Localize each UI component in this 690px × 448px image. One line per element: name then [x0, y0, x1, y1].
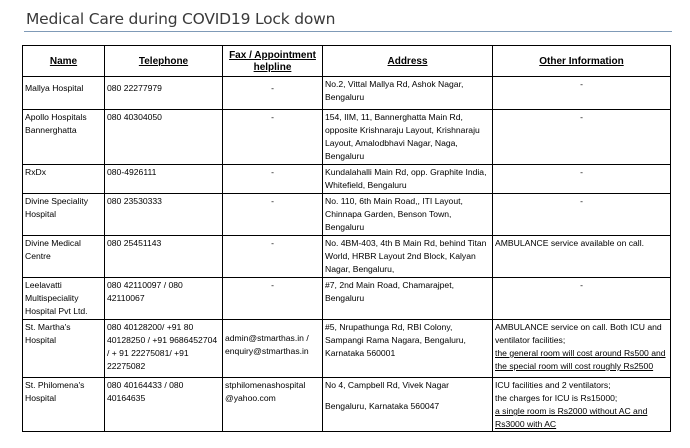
table-row: [23, 165, 671, 194]
table-row: [23, 77, 671, 110]
col-header-telephone: Telephone: [105, 46, 223, 77]
hospital-name: Mallya Hospital: [23, 77, 105, 110]
hospital-name: St. Martha's Hospital: [23, 320, 105, 378]
info-line: the charges for ICU is Rs15000;: [495, 393, 618, 403]
other-info: [493, 378, 671, 432]
address-line: Bengaluru, Karnataka 560047: [325, 401, 440, 411]
fax-helpline: -: [223, 110, 323, 165]
telephone: 080 42110097 / 080 42110067: [105, 278, 223, 320]
telephone: 080 40128200/ +91 80 40128250 / +91 9686452704 / + 91 22275081/ +91 22275082: [105, 320, 223, 378]
hospital-name: Apollo Hospitals Bannerghatta: [23, 110, 105, 165]
hospital-name: Divine Speciality Hospital: [23, 194, 105, 236]
other-info: -: [493, 77, 671, 110]
hospital-name: RxDx: [23, 165, 105, 194]
telephone: 080 40304050: [105, 110, 223, 165]
info-line: the general room will cost around Rs500 and the special room will cost roughly Rs2500: [495, 348, 666, 371]
other-info: -: [493, 110, 671, 165]
address: #5, Nrupathunga Rd, RBI Colony, Sampangi Rama Nagara, Bengaluru, Karnataka 560001: [323, 320, 493, 378]
telephone: 080-4926111: [105, 165, 223, 194]
info-line: a single room is Rs2000 without AC and Rs3000 with AC: [495, 406, 648, 429]
address: No.2, Vittal Mallya Rd, Ashok Nagar, Bengaluru: [323, 77, 493, 110]
info-line: AMBULANCE service on call. Both ICU and ventilator facilities;: [495, 322, 662, 345]
table-row: [23, 378, 671, 432]
other-info: [493, 320, 671, 378]
table-row: [23, 194, 671, 236]
address-line: No 4, Campbell Rd, Vivek Nagar: [325, 380, 450, 390]
fax-helpline: stphilomenashospital @yahoo.com: [223, 378, 323, 432]
medical-care-table: [22, 45, 671, 432]
telephone: 080 23530333: [105, 194, 223, 236]
address: No. 110, 6th Main Road,, ITI Layout, Chinnapa Garden, Benson Town, Bengaluru: [323, 194, 493, 236]
fax-helpline: -: [223, 77, 323, 110]
telephone: 080 40164433 / 080 40164635: [105, 378, 223, 432]
other-info: -: [493, 194, 671, 236]
hospital-name: Divine Medical Centre: [23, 236, 105, 278]
address: Kundalahalli Main Rd, opp. Graphite India, Whitefield, Bengaluru: [323, 165, 493, 194]
page-title: Medical Care during COVID19 Lock down: [26, 10, 336, 28]
table-row: [23, 278, 671, 320]
address: [323, 378, 493, 432]
fax-helpline: admin@stmarthas.in / enquiry@stmarthas.in: [223, 320, 323, 378]
table-row: [23, 320, 671, 378]
address: No. 4BM-403, 4th B Main Rd, behind Titan World, HRBR Layout 2nd Block, Kalyan Nagar, Bengaluru,: [323, 236, 493, 278]
fax-helpline: -: [223, 236, 323, 278]
col-header-other-info: Other Information: [493, 46, 671, 77]
title-divider: [24, 31, 672, 32]
table-row: [23, 110, 671, 165]
other-info: -: [493, 278, 671, 320]
info-line: ICU facilities and 2 ventilators;: [495, 380, 611, 390]
header-row: [23, 46, 671, 77]
other-info: -: [493, 165, 671, 194]
address: 154, IIM, 11, Bannerghatta Main Rd, opposite Krishnaraju Layout, Krishnaraju Layout, Amalodbhavi Nagar, Naga, Bengaluru: [323, 110, 493, 165]
telephone: 080 22277979: [105, 77, 223, 110]
col-header-name: Name: [23, 46, 105, 77]
table-row: [23, 236, 671, 278]
address: #7, 2nd Main Road, Chamarajpet, Bengaluru: [323, 278, 493, 320]
col-header-fax: Fax / Appointment helpline: [223, 46, 323, 77]
hospital-name: Leelavatti Multispeciality Hospital Pvt Ltd.: [23, 278, 105, 320]
fax-helpline: -: [223, 278, 323, 320]
other-info: AMBULANCE service available on call.: [493, 236, 671, 278]
fax-helpline: -: [223, 165, 323, 194]
fax-helpline: -: [223, 194, 323, 236]
hospital-name: St. Philomena's Hospital: [23, 378, 105, 432]
col-header-address: Address: [323, 46, 493, 77]
telephone: 080 25451143: [105, 236, 223, 278]
